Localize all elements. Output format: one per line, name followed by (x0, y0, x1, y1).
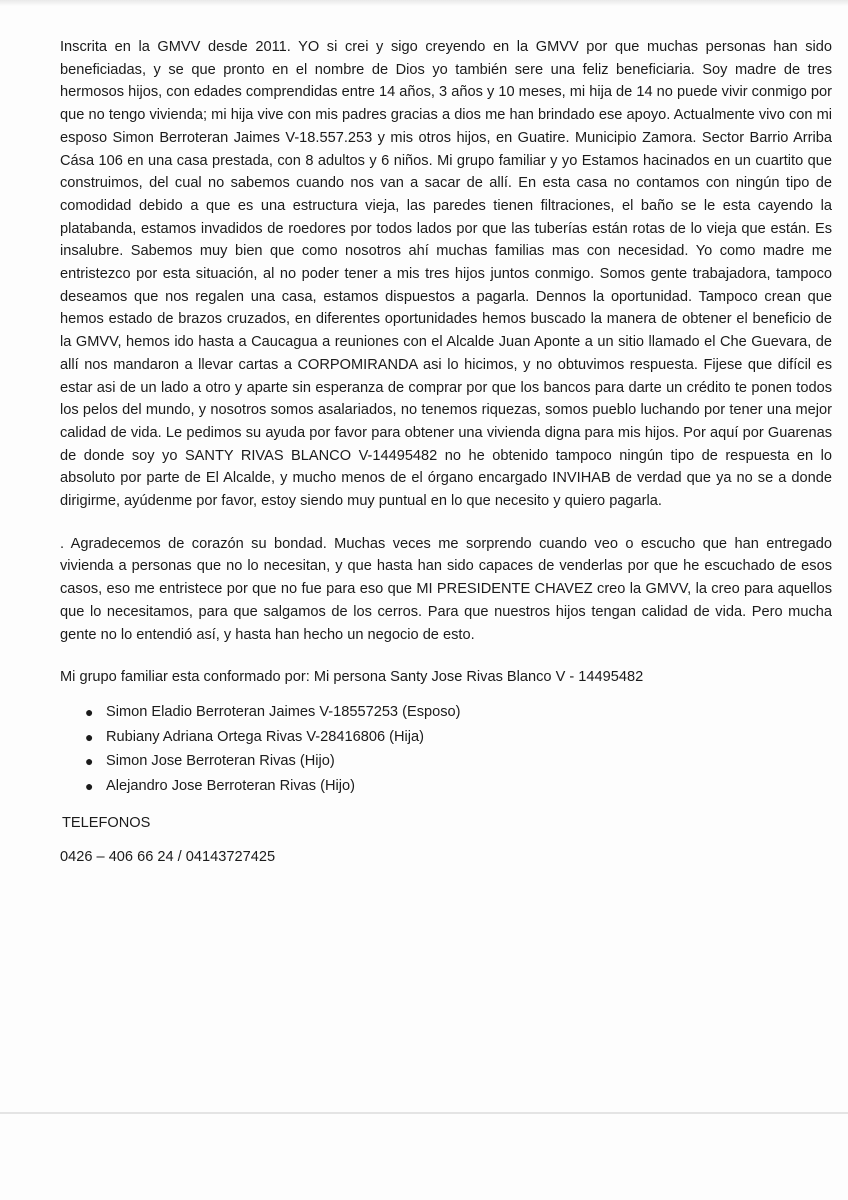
family-member-text: Alejandro Jose Berroteran Rivas (Hijo) (106, 777, 356, 794)
family-members-list (60, 700, 832, 798)
family-member-text: Simon Jose Berroteran Rivas (Hijo) (106, 753, 335, 770)
scan-edge-top (0, 0, 848, 6)
family-member-text: Rubiany Adriana Ortega Rivas V-28416806 (Hija) (106, 728, 424, 745)
paragraph-request: Inscrita en la GMVV desde 2011. YO si crei y sigo creyendo en la GMVV por que muchas personas han sido beneficiadas, y se que pronto en el nombre de Dios yo también sere una feliz beneficiaria. Soy madre de tres hermosos hijos, con edades comprendidas entre 14 años, 3 años y 10 meses, mi hija de 14 no puede vivir conmigo por que no tengo vivienda; mi hija vive con mis padres gracias a dios me han brindado ese apoyo. Actualmente vivo con mi esposo Simon Berroteran Jaimes V-18.557.253 y mis otros hijos, en Guatire. Municipio Zamora. Sector Barrio Arriba Cásа 106 en una casa prestada, con 8 adultos y 6 niños. Mi grupo familiar y yo Estamos hacinados en un cuartito que construimos, del cual no sabemos cuando nos van a sacar de allí. En esta casa no contamos con ningún tipo de comodidad debido a que es una estructura vieja, las paredes tienen filtraciones, el baño se le esta cayendo la platabanda, estamos invadidos de roedores por todos lados por que las tuberías están rotas de lo vieja que están. Es insalubre. Sabemos muy bien que como nosotros ahí muchas familias mas con necesidad. Yo como madre me entristezco por esta situación, al no poder tener a mis tres hijos juntos conmigo. Somos gente trabajadora, tampoco deseamos que nos regalen una casa, estamos dispuestos a pagarla. Dennos la oportunidad. Tampoco crean que hemos estado de brazos cruzados, en diferentes oportunidades hemos buscado la manera de obtener el beneficio de la GMVV, hemos ido hasta a Caucagua a reuniones con el Alcalde Juan Aponte a un sitio llamado el Che Guevara, de allí nos mandaron a llevar cartas a CORPOMIRANDA asi lo hicimos, y no obtuvimos respuesta. Fijese que difícil es estar asi de un lado a otro y aparte sin esperanza de comprar por que los bancos para darte un crédito te ponen todos los pelos del mundo, y nosotros somos asalariados, no tenemos riquezas, somos pueblo luchando por tener una mejor calidad de vida. Le pedimos su ayuda por favor para obtener una vivienda digna para mis hijos. Por aquí por Guarenas de donde soy yo SANTY RIVAS BLANCO V-14495482 no he obtenido tampoco ningún tipo de respuesta en lo absoluto por parte de El Alcalde, y mucho menos de el órgano encargado INVIHAB de verdad que ya no se a donde dirigirme, ayúdenme por favor, estoy siendo muy puntual en lo que necesito y quiero pagarla. (60, 39, 832, 510)
list-item (60, 749, 832, 774)
phone-numbers: 0426 – 406 66 24 / 04143727425 (60, 849, 276, 866)
bullet-icon: ● (85, 704, 94, 721)
bullet-icon: ● (85, 728, 94, 745)
list-item (60, 774, 832, 799)
family-member-text: Simon Eladio Berroteran Jaimes V-18557253 (Esposo) (106, 704, 461, 721)
bullet-icon: ● (85, 753, 94, 770)
list-item (60, 700, 832, 725)
bullet-icon: ● (85, 777, 94, 794)
phones-heading: TELEFONOS (62, 815, 151, 832)
paragraph-gratitude: . Agradecemos de corazón su bondad. Muchas veces me sorprendo cuando veo o escucho que han entregado vivienda a personas que no lo necesitan, y que hasta han sido capaces de venderlas por que he escuchado de esos casos, eso me entristece por que no fue para eso que MI PRESIDENTE CHAVEZ creo la GMVV, la creo para aquellos que lo necesitamos, para que salgamos de los cerros. Para que nuestros hijos tengan calidad de vida. Pero mucha gente no lo entendió así, y hasta han hecho un negocio de esto. (60, 535, 832, 643)
family-group-intro: Mi grupo familiar esta conformado por: Mi persona Santy Jose Rivas Blanco V - 14495482 (60, 669, 644, 686)
scan-edge-bottom (0, 1112, 848, 1114)
list-item (60, 725, 832, 750)
letter-body (60, 36, 832, 868)
